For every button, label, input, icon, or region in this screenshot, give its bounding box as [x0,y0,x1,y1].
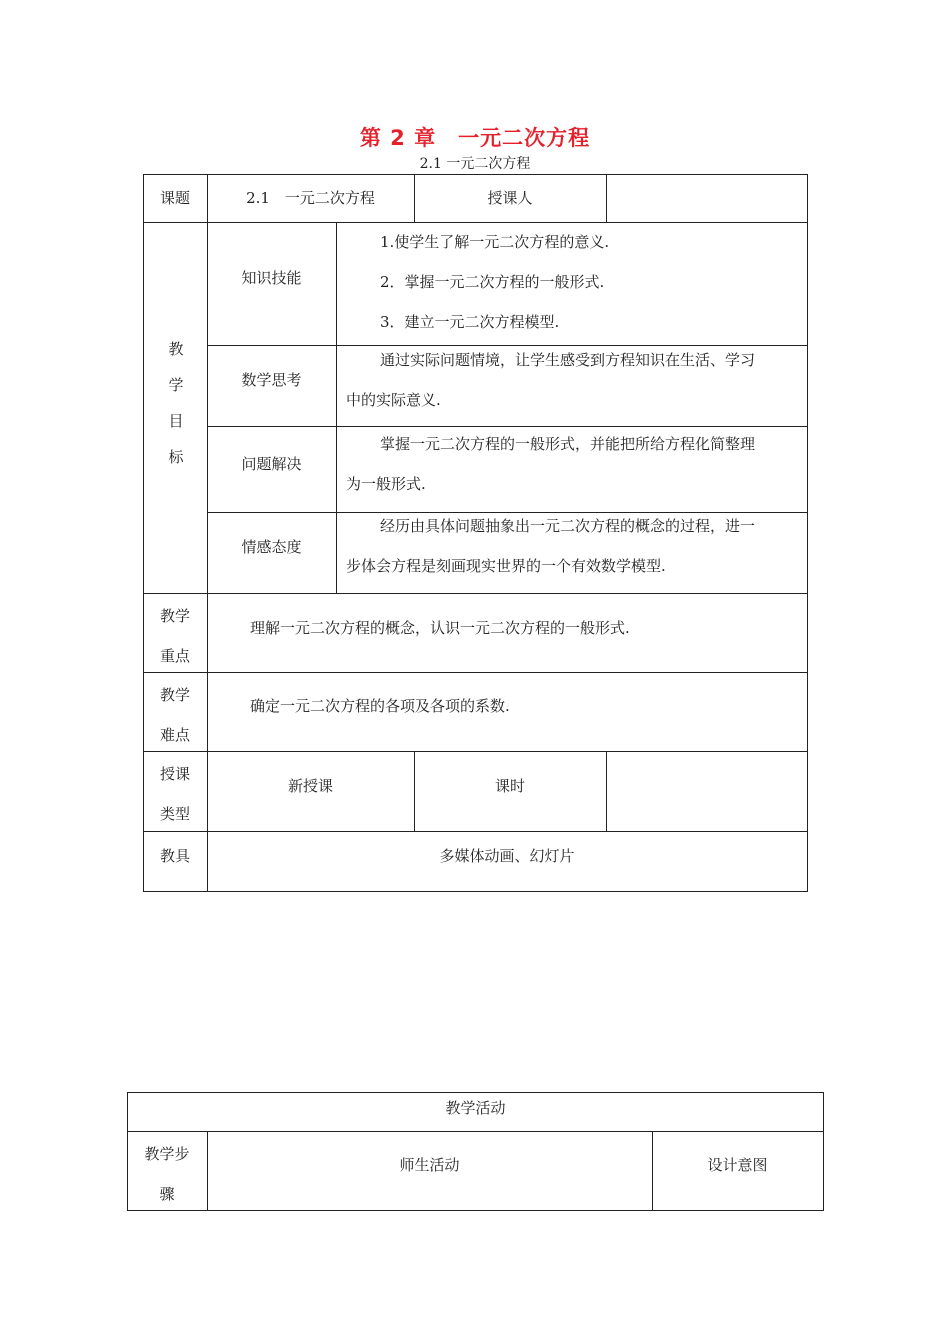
tools-label: 教具 [159,847,190,865]
emotion-label: 情感态度 [241,538,302,556]
steps-label: 教学步 骤 [144,1145,190,1203]
topic-label: 课题 [159,189,190,207]
problem-content: 掌握一元二次方程的一般形式，并能把所给方程化简整理 为一般形式. [346,435,756,493]
knowledge-content: 1.使学生了解一元二次方程的意义. 2．掌握一元二次方程的一般形式. 3．建立一元二次方程模型. [380,233,610,331]
activity-label: 师生活动 [399,1156,460,1174]
key-point-label: 教学 重点 [159,607,190,665]
emotion-content: 经历由具体问题抽象出一元二次方程的概念的过程，进一 步体会方程是刻画现实世界的一个有效数学模型. [346,517,756,575]
difficulty-label: 教学 难点 [159,686,190,744]
period-label: 课时 [494,777,525,795]
type-label: 授课 类型 [159,765,190,823]
section-subtitle: 2.1 一元二次方程 [419,156,531,172]
intent-label: 设计意图 [707,1156,768,1174]
tools-value: 多媒体动画、幻灯片 [439,847,575,865]
teacher-label: 授课人 [487,189,533,207]
activity-header: 教学活动 [445,1099,506,1117]
problem-label: 问题解决 [241,455,302,473]
goals-label: 教 学 目 标 [168,340,184,466]
chapter-title: 第 2 章 一元二次方程 [359,126,591,150]
thinking-content: 通过实际问题情境，让学生感受到方程知识在生活、学习 中的实际意义. [346,351,756,409]
key-point-value: 理解一元二次方程的概念，认识一元二次方程的一般形式. [250,619,630,637]
knowledge-label: 知识技能 [241,269,302,287]
thinking-label: 数学思考 [241,371,302,389]
topic-value: 2.1 一元二次方程 [246,189,375,207]
difficulty-value: 确定一元二次方程的各项及各项的系数. [250,697,510,715]
type-value: 新授课 [287,777,333,795]
